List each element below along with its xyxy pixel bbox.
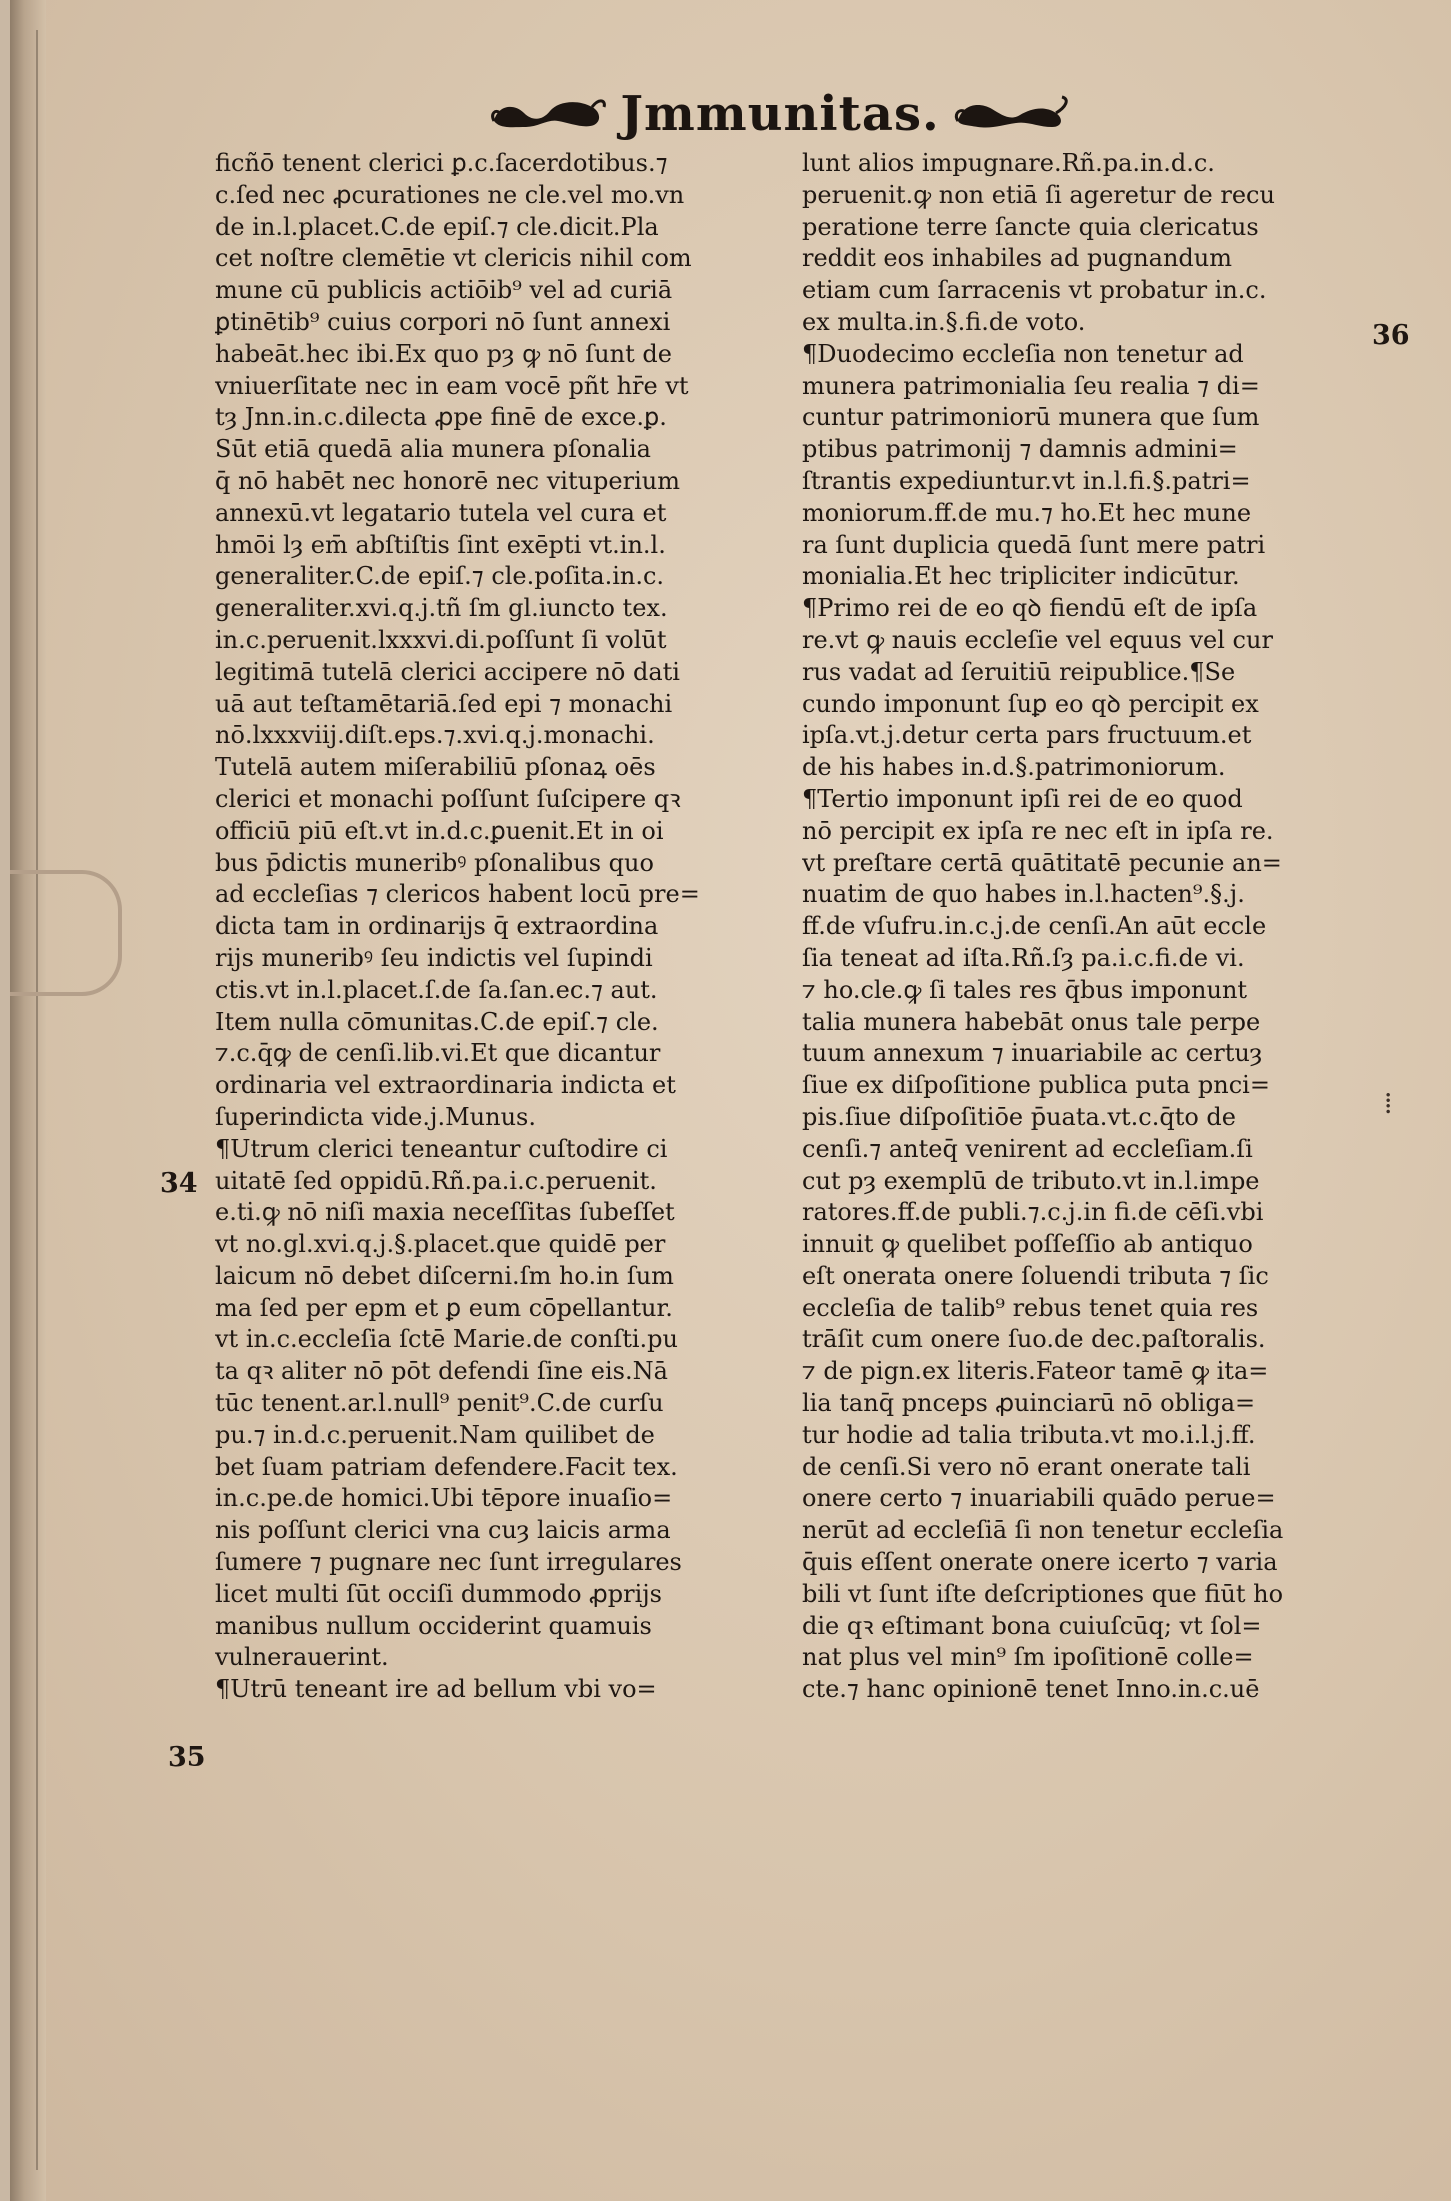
text-line: ratores.ff.de publi.⁊.c.j.in fi.de cēſi.vbi: [802, 1198, 1264, 1227]
text-line: c.ſed nec ꝓcurationes ne cle.vel mo.vn: [215, 180, 685, 209]
text-line: ſuperindicta vide.j.Munus.: [215, 1102, 536, 1131]
section-number-36: 36: [1372, 320, 1410, 351]
text-line: peruenit.ꝙ non etiā ſi ageretur de recu: [802, 180, 1275, 209]
text-line: Item nulla cōmunitas.C.de epiſ.⁊ cle.: [215, 1007, 659, 1036]
text-line: officiū piū eſt.vt in.d.c.ꝑuenit.Et in oi: [215, 816, 664, 845]
text-line: uā aut teſtamētariā.ſed epi ⁊ monachi: [215, 689, 673, 718]
text-line: munera patrimonialia ſeu realia ⁊ di=: [802, 371, 1260, 400]
text-line: licet multi ſūt occiſi dummodo ꝓprijs: [215, 1579, 662, 1608]
text-line: ptibus patrimonij ⁊ damnis admini=: [802, 435, 1238, 464]
text-line: vulnerauerint.: [215, 1643, 389, 1672]
text-line: ra ſunt duplicia quedā ſunt mere patri: [802, 530, 1266, 559]
text-line: nat plus vel min⁹ ſm ipoſitionē colle=: [802, 1643, 1254, 1672]
text-line: de his habes in.d.§.patrimoniorum.: [802, 753, 1226, 782]
margin-mark: ⁞: [1384, 1086, 1393, 1121]
left-ornament-icon: [488, 91, 608, 137]
page-title: Jmmunitas.: [620, 86, 940, 142]
text-line: de in.l.placet.C.de epiſ.⁊ cle.dicit.Pla: [215, 212, 659, 241]
text-line: in.c.peruenit.lxxxvi.di.poſſunt ſi volūt: [215, 625, 667, 654]
text-line: cet noſtre clemētie vt clericis nihil com: [215, 244, 692, 273]
text-line: onere certo ⁊ inuariabili quādo perue=: [802, 1484, 1276, 1513]
text-line: ¶Utrum clerici teneantur cuſtodire ci: [215, 1134, 668, 1163]
text-line: hmōi lȝ em̄ abſtiſtis ſint exēpti vt.in.l.: [215, 530, 666, 559]
text-line: ¶Utrū teneant ire ad bellum vbi vo=: [215, 1675, 657, 1704]
text-line: habeāt.hec ibi.Ex quo pȝ ꝙ nō ſunt de: [215, 339, 672, 368]
text-line: nuatim de quo habes in.l.hacten⁹.§.j.: [802, 880, 1245, 909]
text-line: ficñō tenent clerici ꝑ.c.ſacerdotibus.⁊: [215, 149, 668, 177]
text-line: cenſi.⁊ anteq̄ venirent ad eccleſiam.ſi: [802, 1134, 1253, 1163]
left-text-column: [215, 148, 795, 1706]
text-line: ⁊ ho.cle.ꝙ ſi tales res q̄bus imponunt: [802, 975, 1248, 1004]
text-line: cuntur patrimoniorū munera que ſum: [802, 403, 1260, 432]
text-line: peratione terre ſancte quia clericatus: [802, 212, 1259, 241]
text-line: talia munera habebāt onus tale perpe: [802, 1007, 1261, 1036]
text-line: lia tanq̄ pnceps ꝓuinciarū nō obliga=: [802, 1389, 1256, 1418]
text-line: manibus nullum occiderint quamuis: [215, 1611, 652, 1640]
text-line: lunt alios impugnare.Rñ.pa.in.d.c.: [802, 149, 1215, 177]
text-line: ma ſed per epm et ꝑ eum cōpellantur.: [215, 1293, 673, 1322]
text-line: ſiue ex diſpoſitione publica puta pnci=: [802, 1071, 1270, 1100]
page-gutter: [10, 0, 46, 2201]
text-line: ſia teneat ad iſta.Rñ.ſȝ pa.i.c.fi.de vi.: [802, 943, 1245, 972]
text-line: uitatē ſed oppidū.Rñ.pa.i.c.peruenit.: [215, 1166, 657, 1195]
text-line: innuit ꝙ quelibet poſſeſſio ab antiquo: [802, 1230, 1253, 1259]
text-line: ꝑtinētib⁹ cuius corpori nō ſunt annexi: [215, 307, 671, 336]
text-line: nō percipit ex ipſa re nec eſt in ipſa re.: [802, 816, 1274, 845]
text-line: in.c.pe.de homici.Ubi tēpore inuaſio=: [215, 1484, 673, 1513]
text-line: cut pȝ exemplū de tributo.vt in.l.impe: [802, 1166, 1260, 1195]
text-line: ⁊.c.q̄ꝙ de cenſi.lib.vi.Et que dicantur: [215, 1039, 661, 1068]
text-line: legitimā tutelā clerici accipere nō dati: [215, 657, 680, 686]
text-line: tȝ Jnn.in.c.dilecta ꝓpe finē de exce.ꝑ.: [215, 403, 667, 432]
text-line: nis poſſunt clerici vna cuȝ laicis arma: [215, 1516, 671, 1545]
text-line: q̄uis eſſent onerate onere icerto ⁊ varia: [802, 1548, 1278, 1577]
text-line: ¶Duodecimo eccleſia non tenetur ad: [802, 339, 1244, 368]
text-line: reddit eos inhabiles ad pugnandum: [802, 244, 1232, 273]
text-line: ff.de vſufru.in.c.j.de cenſi.An aūt eccle: [802, 912, 1267, 941]
text-line: monialia.Et hec tripliciter indicūtur.: [802, 562, 1240, 591]
text-line: vt preſtare certā quātitatē pecunie an=: [802, 848, 1282, 877]
right-text-column: [802, 148, 1362, 1706]
text-line: nō.lxxxviij.diſt.eps.⁊.xvi.q.j.monachi.: [215, 721, 655, 750]
text-line: bili vt ſunt iſte deſcriptiones que fiūt ho: [802, 1579, 1284, 1608]
text-line: tuum annexum ⁊ inuariabile ac certuȝ: [802, 1039, 1263, 1068]
text-line: bet ſuam patriam defendere.Facit tex.: [215, 1452, 678, 1481]
text-line: moniorum.ff.de mu.⁊ ho.Et hec mune: [802, 498, 1252, 527]
text-line: ⁊ de pign.ex literis.Fateor tamē ꝙ ita=: [802, 1357, 1269, 1386]
text-line: ad eccleſias ⁊ clericos habent locū pre=: [215, 880, 700, 909]
text-line: tūc tenent.ar.l.null⁹ penit⁹.C.de curſu: [215, 1389, 664, 1418]
text-line: ¶Tertio imponunt ipſi rei de eo quod: [802, 784, 1243, 813]
section-number-34: 34: [160, 1168, 198, 1199]
text-line: bus p̄dictis muneribꝰ pſonalibus quo: [215, 848, 654, 877]
text-line: eſt onerata onere ſoluendi tributa ⁊ ſic: [802, 1261, 1269, 1290]
binding-clip: [10, 870, 122, 996]
text-line: etiam cum ſarracenis vt probatur in.c.: [802, 276, 1267, 305]
text-line: ſumere ⁊ pugnare nec ſunt irregulares: [215, 1548, 682, 1577]
text-line: vt no.gl.xvi.q.j.§.placet.que quidē per: [215, 1230, 666, 1259]
gutter-edge-line: [36, 30, 38, 2170]
running-header: [510, 78, 1050, 150]
text-line: generaliter.xvi.q.j.tñ ſm gl.iuncto tex.: [215, 594, 668, 623]
text-line: Tutelā autem miſerabiliū pſonaꝝ oēs: [215, 753, 656, 782]
text-line: vniuerſitate nec in eam vocē pñt hr̄e vt: [215, 371, 689, 400]
text-line: trāſit cum onere ſuo.de dec.paſtoralis.: [802, 1325, 1266, 1354]
text-line: nerūt ad eccleſiā ſi non tenetur eccleſia: [802, 1516, 1284, 1545]
text-line: annexū.vt legatario tutela vel cura et: [215, 498, 667, 527]
text-line: ctis.vt in.l.placet.ſ.de ſa.ſan.ec.⁊ aut.: [215, 975, 658, 1004]
text-line: rijs muneribꝰ ſeu indictis vel ſupindi: [215, 943, 653, 972]
text-line: eccleſia de talib⁹ rebus tenet quia res: [802, 1293, 1259, 1322]
text-line: ipſa.vt.j.detur certa pars fructuum.et: [802, 721, 1252, 750]
text-line: re.vt ꝙ nauis eccleſie vel equus vel cur: [802, 625, 1273, 654]
text-line: ordinaria vel extraordinaria indicta et: [215, 1071, 676, 1100]
text-line: vt in.c.eccleſia ſctē Marie.de conſti.pu: [215, 1325, 678, 1354]
text-line: laicum nō debet diſcerni.ſm ho.in ſum: [215, 1261, 674, 1290]
text-line: ex multa.in.§.fi.de voto.: [802, 307, 1086, 336]
text-line: tur hodie ad talia tributa.vt mo.i.l.j.ff.: [802, 1420, 1256, 1449]
text-line: pu.⁊ in.d.c.peruenit.Nam quilibet de: [215, 1420, 655, 1449]
text-line: cte.⁊ hanc opinionē tenet Inno.in.c.uē: [802, 1675, 1260, 1704]
text-line: pis.ſiue diſpoſitiōe p̄uata.vt.c.q̄to de: [802, 1102, 1236, 1131]
text-line: clerici et monachi poſſunt ſuſcipere qꝛ: [215, 784, 681, 813]
text-line: q̄ nō habēt nec honorē nec vituperium: [215, 466, 680, 495]
text-line: ta qꝛ aliter nō pōt defendi ſine eis.Nā: [215, 1357, 668, 1386]
text-line: mune cū publicis actiōib⁹ vel ad curiā: [215, 276, 673, 305]
right-ornament-icon: [952, 91, 1072, 137]
text-line: dicta tam in ordinarijs q̄ extraordina: [215, 912, 659, 941]
text-line: rus vadat ad ſeruitiū reipublice.¶Se: [802, 657, 1236, 686]
text-line: cundo imponunt ſuꝑ eo qꝺ percipit ex: [802, 689, 1259, 718]
section-number-35: 35: [168, 1742, 206, 1773]
text-line: de cenſi.Si vero nō erant onerate tali: [802, 1452, 1251, 1481]
text-line: Sūt etiā quedā alia munera pſonalia: [215, 435, 651, 464]
text-line: generaliter.C.de epiſ.⁊ cle.poſita.in.c.: [215, 562, 665, 591]
text-line: ¶Primo rei de eo qꝺ fiendū eſt de ipſa: [802, 594, 1258, 623]
text-line: die qꝛ eſtimant bona cuiuſcūq; vt ſol=: [802, 1611, 1262, 1640]
text-line: e.ti.ꝙ nō niſi maxia neceſſitas ſubeſſet: [215, 1198, 675, 1227]
text-line: ſtrantis expediuntur.vt in.l.fi.§.patri=: [802, 466, 1251, 495]
book-page: [10, 0, 1451, 2201]
